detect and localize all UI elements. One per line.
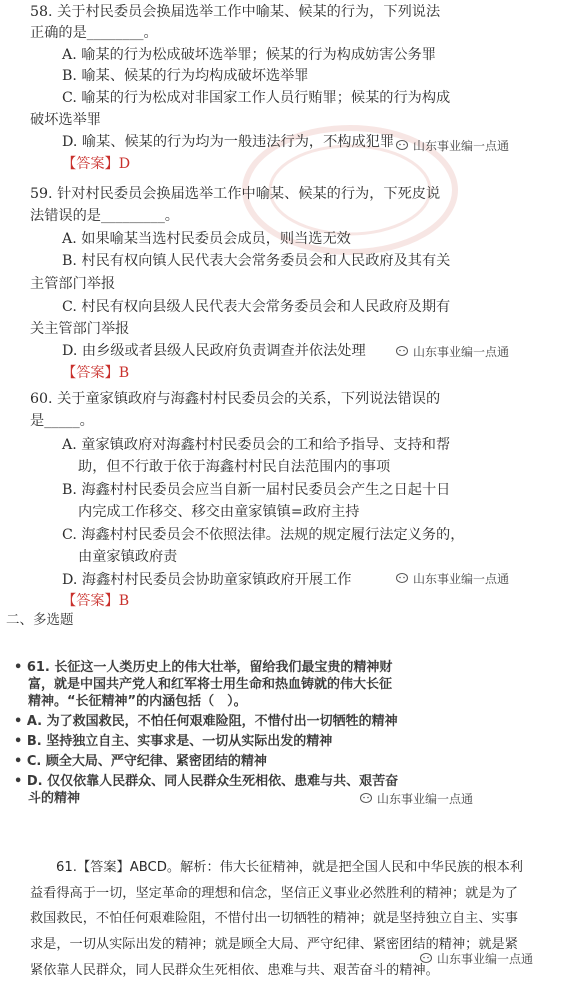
q58-stem-line1: 58. 关于村民委员会换届选举工作中喻某、候某的行为，下列说法 [30, 4, 441, 20]
q61-explanation-line2: 益看得高于一切，坚定革命的理想和信念，坚信正义事业必然胜利的精神；就是为了 [30, 886, 518, 901]
watermark-text: 山东事业编一点通 [413, 345, 510, 359]
q59-option-d: D. 由乡级或者县级人民政府负责调查并依法处理 [62, 343, 366, 359]
q60-option-a-cont: 助，但不行敢于依于海鑫村村民自法范围内的事项 [78, 459, 391, 475]
wechat-icon [396, 346, 410, 358]
q58-answer: 【答案】D [62, 156, 131, 172]
q59-option-b: B. 村民有权向镇人民代表大会常务委员会和人民政府及其有关 [62, 253, 451, 269]
section-title: 二、多选题 [6, 612, 74, 628]
q61-option-c: • C. 顾全大局、严守纪律、紧密团结的精神 [14, 754, 267, 769]
q61-option-d: • D. 仅仅依靠人民群众、同人民群众生死相依、患难与共、艰苦奋 [14, 774, 399, 789]
q58-option-d: D. 喻某、候某的行为均为一般违法行为，不构成犯罪 [62, 134, 395, 150]
watermark-text: 山东事业编一点通 [413, 572, 510, 586]
q61-explanation-line4: 求是，一切从实际出发的精神；就是顾全大局、严守纪律、紧密团结的精神；就是紧 [30, 937, 518, 952]
wechat-icon [396, 573, 410, 585]
q61-explanation-line3: 救国救民，不怕任何艰难险阻，不惜付出一切牺牲的精神；就是坚持独立自主、实事 [30, 911, 518, 926]
q60-answer: 【答案】B [62, 593, 130, 609]
q61-stem-line2: 富，就是中国共产党人和红军将士用生命和热血铸就的伟大长征 [28, 677, 393, 692]
q59-option-b-cont: 主管部门举报 [30, 276, 116, 292]
q61-explanation-line1: 61.【答案】ABCD。解析：伟大长征精神，就是把全国人民和中华民族的根本利 [56, 860, 523, 875]
q58-option-a: A. 喻某的行为松成破坏选举罪；候某的行为构成妨害公务罪 [62, 47, 436, 63]
q60-stem-line1: 60. 关于童家镇政府与海鑫村村民委员会的关系，下列说法错误的 [30, 391, 441, 407]
wechat-icon [420, 953, 434, 965]
watermark-3 [396, 570, 509, 587]
wechat-icon [360, 793, 374, 805]
q59-answer: 【答案】B [62, 365, 130, 381]
q61-stem-line1: • 61. 长征这一人类历史上的伟大壮举，留给我们最宝贵的精神财 [14, 660, 393, 675]
q61-explanation-line5: 紧依靠人民群众，同人民群众生死相依、患难与共、艰苦奋斗的精神。 [30, 963, 439, 978]
watermark-text: 山东事业编一点通 [437, 952, 534, 966]
q60-option-c-cont: 由童家镇政府责 [78, 549, 178, 565]
q58-option-b: B. 喻某、候某的行为均构成破坏选举罪 [62, 68, 309, 84]
q59-option-c-cont: 关主管部门举报 [30, 321, 130, 337]
watermark-text: 山东事业编一点通 [413, 139, 510, 153]
q59-option-c: C. 村民有权向县级人民代表大会常务委员会和人民政府及期有 [62, 299, 451, 315]
q60-stem-line2: 是_____。 [30, 413, 94, 429]
q61-option-b: • B. 坚持独立自主、实事求是、一切从实际出发的精神 [14, 734, 333, 749]
watermark-1 [396, 137, 509, 154]
q61-stem-line3: 精神。“长征精神”的内涵包括（ ）。 [28, 694, 247, 709]
q59-stem-line2: 法错误的是_________。 [30, 208, 179, 224]
watermark-4 [360, 790, 473, 807]
watermark-text: 山东事业编一点通 [377, 792, 474, 806]
watermark-2 [396, 343, 509, 360]
q58-option-c-cont: 破坏选举罪 [30, 112, 101, 128]
q59-option-a: A. 如果喻某当选村民委员会成员，则当选无效 [62, 231, 351, 247]
q60-option-d: D. 海鑫村村民委员会协助童家镇政府开展工作 [62, 572, 352, 588]
watermark-5 [420, 950, 533, 967]
wechat-icon [396, 140, 410, 152]
q58-option-c: C. 喻某的行为松成对非国家工作人员行贿罪；候某的行为构成 [62, 90, 451, 106]
q61-option-a: • A. 为了救国救民，不怕任何艰难险阻，不惜付出一切牺牲的精神 [14, 714, 398, 729]
q60-option-c: C. 海鑫村村民委员会不依照法律。法规的规定履行法定义务的， [62, 527, 465, 543]
q61-option-d-cont: 斗的精神 [28, 791, 81, 806]
q59-stem-line1: 59. 针对村民委员会换届选举工作中喻某、候某的行为，下死皮说 [30, 186, 441, 202]
q60-option-a: A. 童家镇政府对海鑫村村民委员会的工和给予指导、支持和帮 [62, 437, 451, 453]
q60-option-b-cont: 内完成工作移交、移交由童家镇镇=政府主持 [78, 504, 360, 520]
q58-stem-line2: 正确的是________。 [30, 25, 158, 41]
q60-option-b: B. 海鑫村村民委员会应当自新一届村民委员会产生之日起十日 [62, 482, 451, 498]
